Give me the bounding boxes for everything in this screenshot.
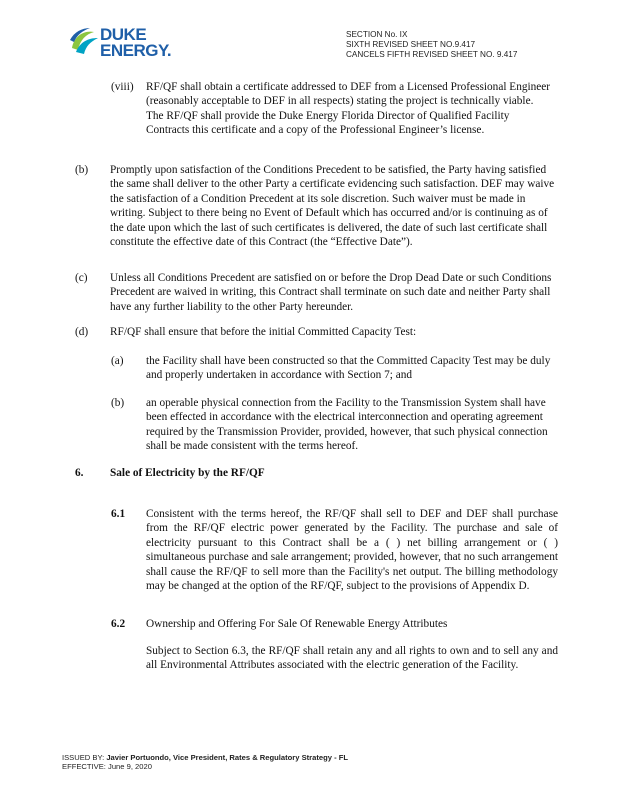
logo-line-2: ENERGY. — [100, 41, 172, 60]
logo-mark-icon — [68, 26, 100, 56]
item-viii-text: RF/QF shall obtain a certificate addressed to DEF from a Licensed Professional Engineer (reasonably acceptable to DEF in all respects) stating the project is technically viable. The RF/QF shall provide the Duke Energy Florida Director of Qualified Facility Contracts this certificate and a copy of the Professional Engineer’s license. — [146, 81, 551, 137]
effective-line — [62, 762, 348, 771]
item-c-text: Unless all Conditions Precedent are satisfied on or before the Drop Dead Date or such Conditions Precedent are waived in writing, this Contract shall terminate on such date and neither Party shall have any further liability to the other Party hereunder. — [110, 272, 552, 313]
section-6-2-title: Ownership and Offering For Sale Of Renewable Energy Attributes — [146, 618, 448, 630]
sheet-number: SIXTH REVISED SHEET NO.9.417 — [346, 40, 476, 49]
effective-label: EFFECTIVE: — [62, 762, 106, 771]
item-b-label: (b) — [75, 164, 89, 176]
section-6-2-text: Subject to Section 6.3, the RF/QF shall retain any and all rights to own and to sell any and all Environmental Attributes associated with the electric generation of the Facility. — [146, 645, 558, 672]
item-d-label: (d) — [75, 326, 89, 338]
item-viii-label: (viii) — [111, 81, 134, 93]
item-b-text: Promptly upon satisfaction of the Conditions Precedent to be satisfied, the Party having satisfied the same shall deliver to the other Party a certificate evidencing such satisfaction. DEF may waive the satisfaction of a Condition Precedent at its sole discretion. Such waiver must be made in writing. Subject to there being no Event of Default which has occurred and/or is continuing as of the date upon which the last of such certificates is delivered, the date of such last certificate shall constitute the effective date of this Contract (the “Effective Date”). — [110, 164, 555, 249]
section-header — [346, 30, 517, 60]
section-6-2-number: 6.2 — [111, 618, 126, 630]
subitem-a-text: the Facility shall have been constructed so that the Committed Capacity Test may be duly and properly undertaken in accordance with Section 7; and — [146, 355, 551, 382]
section-number: SECTION No. IX — [346, 30, 408, 39]
duke-energy-logo — [68, 26, 188, 66]
issued-by-line — [62, 753, 348, 762]
section-6-1-number: 6.1 — [111, 508, 126, 520]
section-6-title: Sale of Electricity by the RF/QF — [110, 467, 265, 479]
logo-text — [100, 27, 171, 59]
effective-value: June 9, 2020 — [108, 762, 152, 771]
subitem-b-text: an operable physical connection from the Facility to the Transmission System shall have been effected in accordance with the electrical interconnection and operating agreement required by the Transmission Provider, provided, however, that such physical connection shall be made consistent with the terms hereof. — [146, 397, 548, 453]
item-c-label: (c) — [75, 272, 88, 284]
issued-by-label: ISSUED BY: — [62, 753, 105, 762]
subitem-a-label: (a) — [111, 355, 124, 367]
item-d-text: RF/QF shall ensure that before the initial Committed Capacity Test: — [110, 326, 417, 338]
cancels-sheet: CANCELS FIFTH REVISED SHEET NO. 9.417 — [346, 50, 518, 59]
section-6-1-text: Consistent with the terms hereof, the RF/QF shall sell to DEF and DEF shall purchase from the RF/QF electric power generated by the Facility. The purchase and sale of electricity pursuant to this Contract shall be a ( ) net billing arrangement or ( ) simultaneous purchase and sale arrangement; provided, however, that no such arrangement shall cause the RF/QF to sell more than the Facility's net output. The billing methodology may be changed at the option of the RF/QF, subject to the provisions of Appendix D. — [146, 508, 558, 593]
issued-by-value: Javier Portuondo, Vice President, Rates & Regulatory Strategy - FL — [106, 753, 348, 762]
logo-line-1: DUKE — [100, 25, 147, 44]
page-footer — [62, 753, 348, 771]
subitem-b-label: (b) — [111, 397, 125, 409]
section-6-number: 6. — [75, 467, 84, 479]
